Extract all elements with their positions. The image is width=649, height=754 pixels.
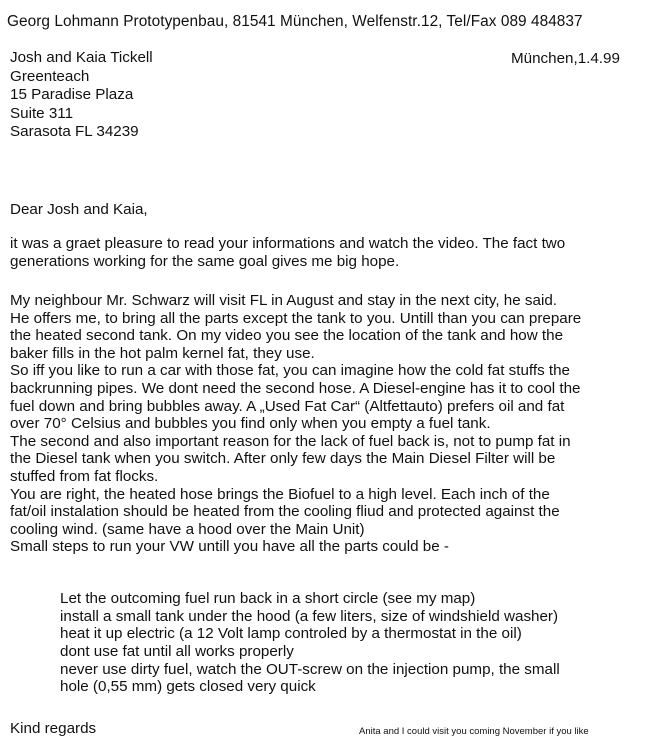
text-line: You are right, the heated hose brings the Biofuel to a high level. Each inch of the [10, 485, 550, 503]
step-item: dont use fat until all works properly [60, 643, 294, 661]
text-line: cooling wind. (same have a hood over the Main Unit) [10, 520, 365, 538]
text-line: it was a graet pleasure to read your informations and watch the video. The fact two [10, 235, 566, 252]
text-line: My neighbour Mr. Schwarz will visit FL in August and stay in the next city, he said. [10, 292, 557, 309]
text-line: He offers me, to bring all the parts except the tank to you. Untill than you can prepare [10, 309, 582, 327]
step-item: heat it up electric (a 12 Volt lamp controled by a thermostat in the oil) [60, 625, 522, 643]
paragraph-intro [10, 235, 565, 270]
text-line: fat/oil instalation should be heated from the cooling fliud and protected against the [10, 503, 560, 521]
step-item: install a small tank under the hood (a few liters, size of windshield washer) [60, 607, 559, 625]
recipient-line: Greenteach [10, 67, 90, 85]
recipient-line: Josh and Kaia Tickell [10, 49, 153, 66]
text-line: So iff you like to run a car with those fat, you can imagine how the cold fat stuffs the [10, 362, 571, 380]
step-item: Let the outcoming fuel run back in a short circle (see my map) [60, 590, 476, 607]
text-line: backrunning pipes. We dont need the second hose. A Diesel-engine has it to cool the [10, 379, 581, 397]
text-line: over 70° Celsius and bubbles you find only when you empty a fuel tank. [10, 415, 491, 433]
text-line: Small steps to run your VW untill you have all the parts could be - [10, 538, 449, 556]
salutation: Dear Josh and Kaia, [10, 201, 148, 218]
recipient-address [10, 49, 153, 142]
postscript-note: Anita and I could visit you coming November if you like [359, 726, 589, 737]
step-item: never use dirty fuel, watch the OUT-screw on the injection pump, the small [60, 660, 560, 678]
step-item: hole (0,55 mm) gets closed very quick [60, 678, 316, 696]
letter-date: München,1.4.99 [511, 50, 620, 67]
recipient-line: Suite 311 [10, 104, 74, 122]
text-line: stuffed from fat flocks. [10, 467, 159, 485]
text-line: fuel down and bring bubbles away. A „Used Fat Car“ (Altfettauto) prefers oil and fat [10, 397, 565, 415]
steps-list [60, 590, 560, 696]
text-line: the Diesel tank when you switch. After only few days the Main Diesel Filter will be [10, 450, 556, 468]
recipient-line: 15 Paradise Plaza [10, 86, 134, 104]
recipient-line: Sarasota FL 34239 [10, 123, 139, 141]
text-line: the heated second tank. On my video you see the location of the tank and how the [10, 327, 564, 345]
paragraph-body [10, 292, 581, 556]
closing: Kind regards [10, 720, 97, 737]
text-line: The second and also important reason for the lack of fuel back is, not to pump fat in [10, 432, 571, 450]
letterhead: Georg Lohmann Prototypenbau, 81541 München, Welfenstr.12, Tel/Fax 089 484837 [7, 13, 583, 30]
text-line: baker fills in the hot palm kernel fat, they use. [10, 344, 315, 362]
text-line: generations working for the same goal gives me big hope. [10, 252, 400, 270]
